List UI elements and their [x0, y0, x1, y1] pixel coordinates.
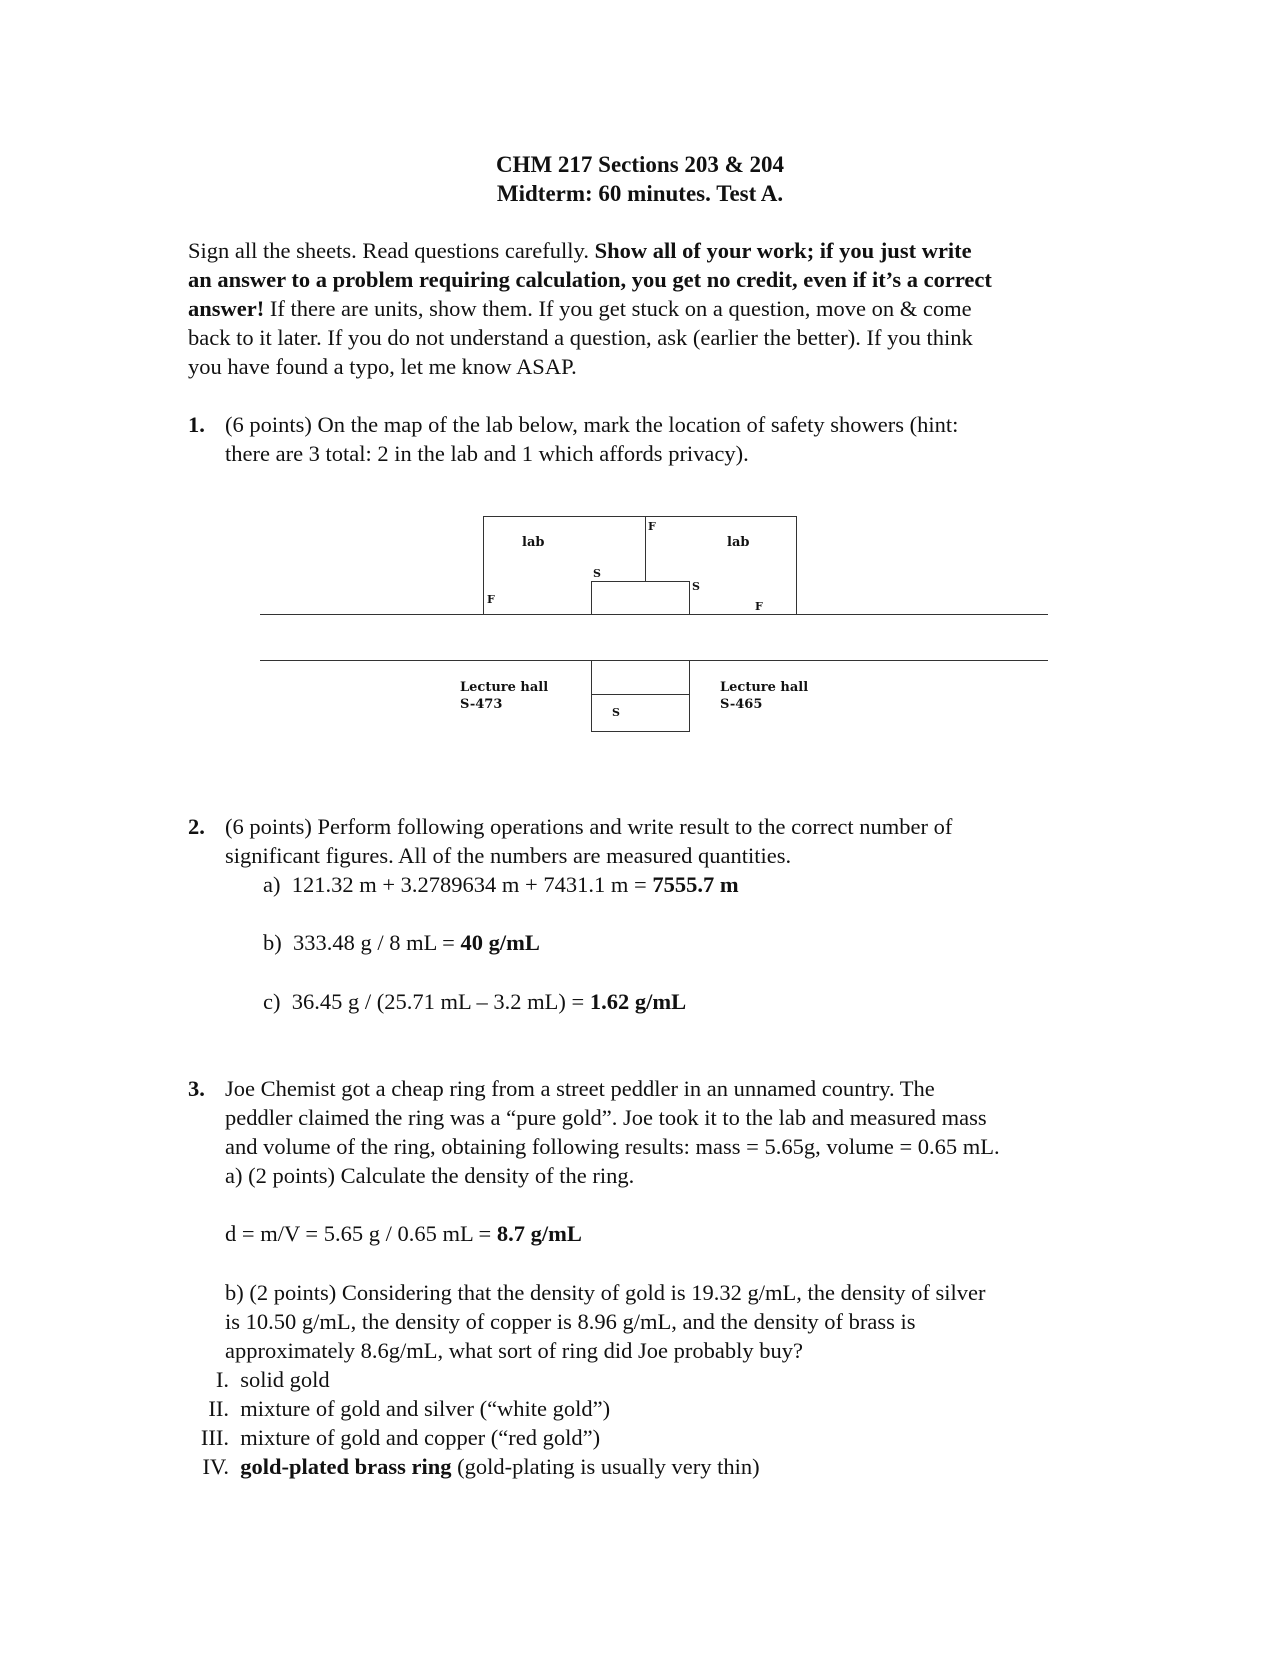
option-item — [185, 1365, 760, 1394]
expression: 121.32 m + 3.2789634 m + 7431.1 m = — [291, 872, 653, 897]
question-3-text: and volume of the ring, obtaining following results: mass = 5.65g, volume = 0.65 mL. — [225, 1134, 1000, 1159]
question-2c — [263, 987, 686, 1016]
option-text: solid gold — [240, 1367, 330, 1392]
instructions-bold: an answer to a problem requiring calculation, you get no credit, even if it’s a correct — [188, 267, 992, 292]
question-3b-text: is 10.50 g/mL, the density of copper is 8.96 g/mL, and the density of brass is — [225, 1309, 916, 1334]
lecture-hall-left-name: Lecture hall — [460, 680, 549, 695]
question-3a-work — [225, 1219, 582, 1248]
question-1-number: 1. — [188, 412, 205, 437]
option-text: mixture of gold and silver (“white gold”) — [240, 1396, 611, 1421]
question-3b-text: approximately 8.6g/mL, what sort of ring did Joe probably buy? — [225, 1338, 804, 1363]
lecture-hall-right-room: S-465 — [720, 697, 763, 712]
answer: 1.62 g/mL — [589, 989, 687, 1014]
answer: 40 g/mL — [460, 930, 540, 955]
expression: 333.48 g / 8 mL = — [293, 930, 461, 955]
question-2-text: (6 points) Perform following operations and write result to the correct number of — [225, 814, 953, 839]
instructions-bold: answer! — [188, 296, 265, 321]
fire-extinguisher-left: F — [487, 593, 495, 606]
question-3b-text: b) (2 points) Considering that the density of gold is 19.32 g/mL, the density of silver — [225, 1280, 986, 1305]
question-3-text: peddler claimed the ring was a “pure gold”. Joe took it to the lab and measured mass — [225, 1105, 987, 1130]
instructions-text: you have found a typo, let me know ASAP. — [188, 354, 577, 379]
option-number: III. — [200, 1425, 229, 1450]
question-2-number: 2. — [188, 814, 205, 839]
question-2-text: significant figures. All of the numbers are measured quantities. — [225, 843, 792, 868]
option-item — [185, 1394, 760, 1423]
instructions-text: Sign all the sheets. Read questions carefully. — [188, 238, 595, 263]
instructions-bold: Show all of your work; if you just write — [594, 238, 972, 263]
option-item — [185, 1423, 760, 1452]
question-3-number: 3. — [188, 1076, 205, 1101]
lab-left-label: lab — [522, 535, 545, 550]
expression: d = m/V = 5.65 g / 0.65 mL = — [225, 1221, 497, 1246]
question-2b — [263, 928, 540, 957]
question-3a-text: a) (2 points) Calculate the density of the ring. — [225, 1163, 635, 1188]
lab-right-label: lab — [727, 535, 750, 550]
question-1-text: (6 points) On the map of the lab below, mark the location of safety showers (hint: — [225, 412, 959, 437]
instructions-text: If there are units, show them. If you get stuck on a question, move on & come — [264, 296, 972, 321]
corridor-wall-top — [260, 614, 1048, 615]
fire-extinguisher-top: F — [648, 520, 656, 533]
question-3-text: Joe Chemist got a cheap ring from a street peddler in an unnamed country. The — [225, 1076, 935, 1101]
item-label: a) — [263, 872, 281, 897]
option-text: (gold-plating is usually very thin) — [451, 1454, 760, 1479]
page-subtitle: Midterm: 60 minutes. Test A. — [496, 181, 784, 206]
shower-room-divider — [591, 694, 690, 695]
question-2a — [263, 870, 739, 899]
sink-mid-left: S — [593, 567, 601, 580]
answer: 8.7 g/mL — [496, 1221, 582, 1246]
option-number: IV. — [202, 1454, 229, 1479]
shower-room-top — [591, 581, 690, 615]
answer: 7555.7 m — [652, 872, 739, 897]
instructions-text: back to it later. If you do not understand a question, ask (earlier the better). If you think — [188, 325, 973, 350]
option-item — [185, 1452, 760, 1481]
item-label: c) — [263, 989, 281, 1014]
lab-map — [0, 0, 1280, 760]
lecture-hall-left-room: S-473 — [460, 697, 503, 712]
option-text: mixture of gold and copper (“red gold”) — [240, 1425, 601, 1450]
option-number: II. — [208, 1396, 229, 1421]
lab-divider-wall — [645, 516, 646, 582]
option-number: I. — [215, 1367, 229, 1392]
answer-options — [185, 1365, 760, 1481]
expression: 36.45 g / (25.71 mL – 3.2 mL) = — [291, 989, 590, 1014]
option-answer: gold-plated brass ring — [240, 1454, 452, 1479]
page-title: CHM 217 Sections 203 & 204 — [495, 152, 785, 177]
sink-bottom: S — [612, 706, 620, 719]
sink-mid-right: S — [692, 580, 700, 593]
item-label: b) — [263, 930, 282, 955]
lecture-hall-right-name: Lecture hall — [720, 680, 809, 695]
fire-extinguisher-right: F — [755, 600, 763, 613]
question-1-text: there are 3 total: 2 in the lab and 1 which affords privacy). — [225, 441, 749, 466]
shower-room-bottom — [591, 660, 690, 732]
